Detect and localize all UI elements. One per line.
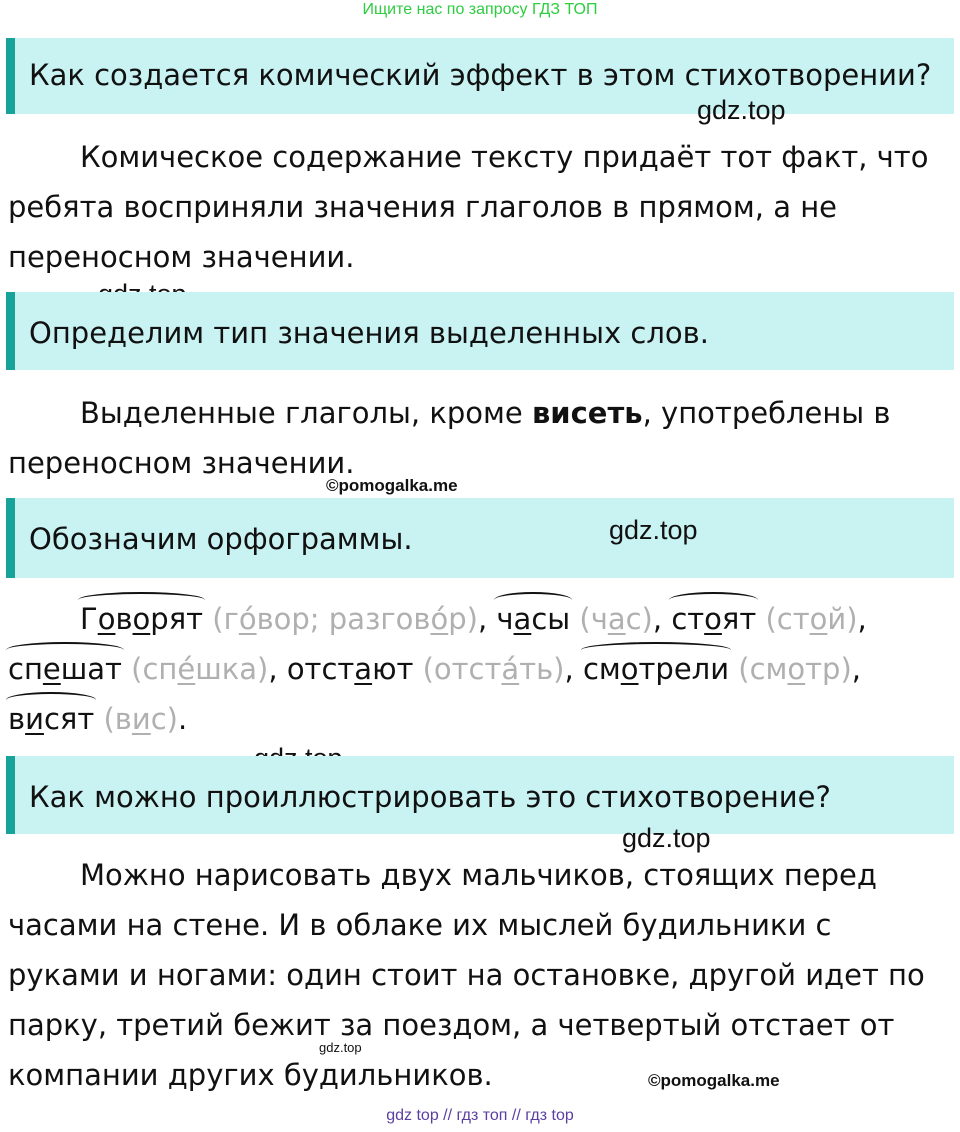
footer-links	[0, 1107, 960, 1125]
check-smotreli: (смотр)	[738, 652, 852, 686]
word-smotreli: смотрели	[583, 644, 729, 694]
question-orthograms: Обозначим орфограммы.	[6, 498, 954, 578]
check-visyat: (вис)	[103, 702, 178, 736]
answer-bold-word: висеть	[531, 396, 643, 430]
answer-after: , употреблены в переносном значении.	[8, 396, 891, 480]
check-otstayut: (отста́ть)	[422, 652, 565, 686]
watermark-gdz: gdz.top	[622, 823, 711, 853]
answer-comic-effect	[8, 132, 952, 282]
answer-illustrate	[8, 850, 952, 1100]
check-stoyat: (стой)	[765, 602, 858, 636]
watermark-pomogalka: ©pomogalka.me	[648, 1071, 780, 1090]
check-govoryat: (го́вор; разгово́р)	[212, 602, 478, 636]
check-chasy: (час)	[579, 602, 653, 636]
question-word-meaning: Определим тип значения выделенных слов.	[6, 292, 954, 370]
watermark-gdz-small: gdz.top	[319, 1040, 362, 1055]
answer-word-meaning	[8, 388, 952, 488]
check-speshat: (спе́шка)	[131, 652, 269, 686]
watermark-gdz: gdz.top	[609, 515, 698, 545]
word-speshat: спешат	[8, 644, 122, 694]
question-comic-effect: Как создается комический эффект в этом стихотворении?	[6, 38, 954, 114]
word-stoyat: стоят	[671, 594, 756, 644]
footer-separator: //	[443, 1107, 453, 1124]
word-govoryat: Говорят	[80, 594, 203, 644]
footer-link[interactable]: гдз топ	[456, 1107, 508, 1124]
footer-separator: //	[511, 1107, 521, 1124]
question-illustrate: Как можно проиллюстрировать это стихотворение?	[6, 756, 954, 834]
answer-text: Комическое содержание тексту придаёт тот факт, что ребята восприняли значения глаголов в прямом, а не переносном значении.	[8, 140, 929, 274]
watermark-pomogalka: ©pomogalka.me	[326, 476, 458, 495]
footer-link[interactable]: гдз top	[525, 1107, 574, 1124]
footer-link[interactable]: gdz top	[386, 1107, 439, 1124]
watermark-gdz: gdz.top	[697, 95, 786, 125]
top-banner: Ищите нас по запросу ГДЗ ТОП	[362, 1, 598, 18]
orthograms-list: Говорят (го́вор; разгово́р), часы (час), стоят (стой), спешат (спе́шка), отстают (отста́ть), смотрели (смотр), висят (вис).	[8, 594, 952, 744]
word-chasy: часы	[496, 594, 570, 644]
answer-before: Выделенные глаголы, кроме	[80, 396, 532, 430]
word-visyat: висят	[8, 694, 94, 744]
answer-text: Можно нарисовать двух мальчиков, стоящих перед часами на стене. И в облаке их мыслей будильники с руками и ногами: один стоит на остановке, другой идет по парку, третий бежит за поездом, а четвертый отстает от компании других будильников.	[8, 858, 925, 1092]
word-otstayut: отстают	[286, 652, 414, 686]
